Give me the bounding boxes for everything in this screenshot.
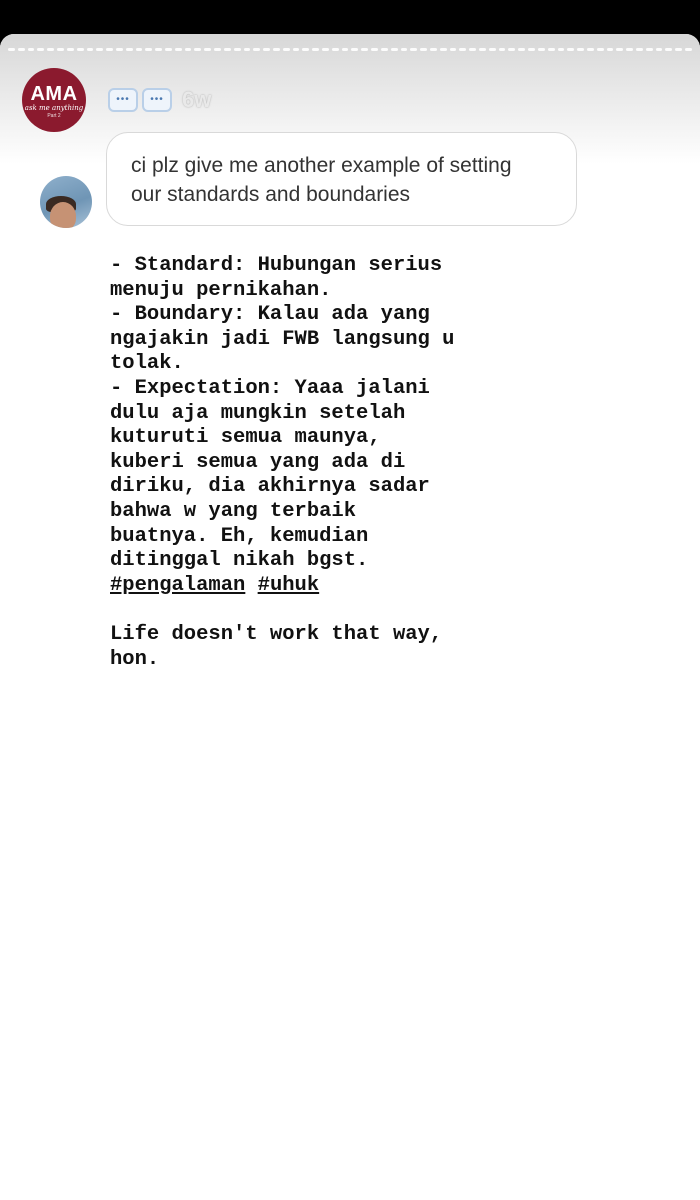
progress-segment: [508, 48, 515, 51]
answer-line: dulu aja mungkin setelah: [110, 401, 406, 425]
progress-segment: [204, 48, 211, 51]
account-avatar[interactable]: [22, 68, 86, 132]
progress-segment: [263, 48, 270, 51]
progress-segment: [47, 48, 54, 51]
progress-segment: [567, 48, 574, 51]
progress-segment: [381, 48, 388, 51]
progress-segment: [558, 48, 565, 51]
answer-line: diriku, dia akhirnya sadar: [110, 475, 430, 499]
progress-segment: [616, 48, 623, 51]
progress-segment: [420, 48, 427, 51]
hashtag-link[interactable]: #pengalaman: [110, 573, 246, 597]
progress-segment: [518, 48, 525, 51]
progress-segment: [28, 48, 35, 51]
answer-line: buatnya. Eh, kemudian: [110, 524, 369, 548]
chat-bubbles: [108, 88, 172, 112]
progress-segment: [607, 48, 614, 51]
story-progress-bar: [8, 48, 692, 51]
question-line: ci plz give me another example of setting: [131, 154, 512, 177]
progress-segment: [87, 48, 94, 51]
progress-segment: [185, 48, 192, 51]
answer-line: - Expectation: Yaaa jalani: [110, 376, 430, 400]
progress-segment: [675, 48, 682, 51]
closing-line: Life doesn't work that way,: [110, 622, 443, 646]
answer-line: menuju pernikahan.: [110, 278, 332, 302]
progress-segment: [361, 48, 368, 51]
progress-segment: [587, 48, 594, 51]
progress-segment: [18, 48, 25, 51]
progress-segment: [194, 48, 201, 51]
answer-line: ditinggal nikah bgst.: [110, 549, 369, 573]
avatar-face: [50, 202, 76, 228]
progress-segment: [528, 48, 535, 51]
progress-segment: [322, 48, 329, 51]
progress-segment: [371, 48, 378, 51]
progress-segment: [77, 48, 84, 51]
asker-avatar: [40, 176, 92, 228]
progress-segment: [450, 48, 457, 51]
answer-line: ngajakin jadi FWB langsung u: [110, 327, 455, 351]
progress-segment: [234, 48, 241, 51]
progress-segment: [253, 48, 260, 51]
progress-segment: [165, 48, 172, 51]
spacer: [110, 598, 590, 623]
progress-segment: [244, 48, 251, 51]
progress-segment: [459, 48, 466, 51]
answer-line: - Boundary: Kalau ada yang: [110, 303, 430, 327]
progress-segment: [37, 48, 44, 51]
progress-segment: [214, 48, 221, 51]
progress-segment: [57, 48, 64, 51]
hashtag-link[interactable]: #uhuk: [257, 573, 320, 597]
progress-segment: [332, 48, 339, 51]
progress-segment: [106, 48, 113, 51]
progress-segment: [479, 48, 486, 51]
speech-bubble-icon: •••: [108, 88, 138, 112]
progress-segment: [342, 48, 349, 51]
progress-segment: [96, 48, 103, 51]
progress-segment: [293, 48, 300, 51]
progress-segment: [685, 48, 692, 51]
avatar-title: AMA: [30, 83, 78, 105]
closing-line: hon.: [110, 647, 160, 671]
progress-segment: [665, 48, 672, 51]
answer-line: bahwa w yang terbaik: [110, 499, 357, 523]
progress-segment: [145, 48, 152, 51]
progress-segment: [312, 48, 319, 51]
progress-segment: [302, 48, 309, 51]
progress-segment: [646, 48, 653, 51]
progress-segment: [391, 48, 398, 51]
speech-bubble-icon: •••: [142, 88, 172, 112]
progress-segment: [175, 48, 182, 51]
progress-segment: [116, 48, 123, 51]
answer-line: kuberi semua yang ada di: [110, 450, 406, 474]
avatar-subtitle: ask me anything: [24, 104, 84, 112]
progress-segment: [410, 48, 417, 51]
progress-segment: [273, 48, 280, 51]
progress-segment: [636, 48, 643, 51]
story-header: [22, 68, 211, 132]
progress-segment: [577, 48, 584, 51]
question-sticker: [106, 132, 577, 226]
progress-segment: [155, 48, 162, 51]
answer-line: - Standard: Hubungan serius: [110, 254, 443, 277]
progress-segment: [626, 48, 633, 51]
progress-segment: [136, 48, 143, 51]
progress-segment: [401, 48, 408, 51]
progress-segment: [351, 48, 358, 51]
progress-segment: [548, 48, 555, 51]
progress-segment: [8, 48, 15, 51]
progress-segment: [126, 48, 133, 51]
progress-segment: [656, 48, 663, 51]
hashtag-line: [110, 574, 590, 599]
progress-segment: [469, 48, 476, 51]
question-line: our standards and boundaries: [131, 183, 411, 206]
progress-segment: [597, 48, 604, 51]
progress-segment: [489, 48, 496, 51]
progress-segment: [440, 48, 447, 51]
progress-segment: [224, 48, 231, 51]
progress-segment: [283, 48, 290, 51]
answer-line: kuturuti semua maunya,: [110, 426, 381, 450]
answer-line: tolak.: [110, 352, 184, 376]
answer-text: [110, 254, 590, 672]
progress-segment: [499, 48, 506, 51]
progress-segment: [538, 48, 545, 51]
post-time: 6w: [182, 87, 212, 112]
progress-segment: [67, 48, 74, 51]
story-viewer[interactable]: [0, 34, 700, 1200]
progress-segment: [430, 48, 437, 51]
avatar-part: Part 2: [47, 113, 61, 119]
